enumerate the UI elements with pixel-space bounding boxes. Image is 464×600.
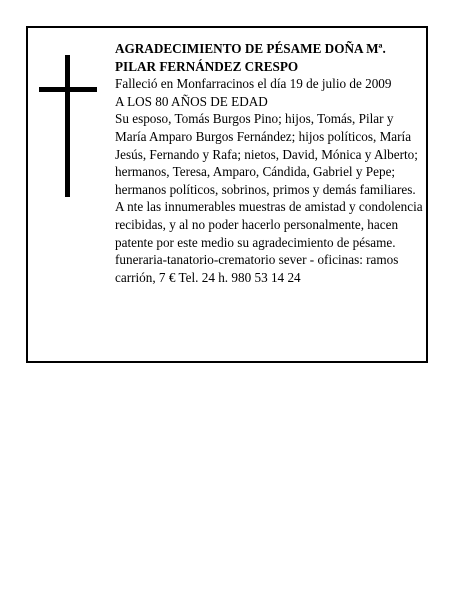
family-paragraph: Su esposo, Tomás Burgos Pino; hijos, Tomás, Pilar y María Amparo Burgos Fernández; hijos políticos, María Jesús, Fernando y Rafa; nietos, David, Mónica y Alberto; hermanos, Teresa, Amparo, Cándida, Gabriel y Pepe; hermanos políticos, sobrinos, primos y demás familiares. — [115, 111, 418, 197]
cross-vertical-bar — [65, 55, 70, 197]
age-line: A LOS 80 AÑOS DE EDAD — [115, 93, 268, 109]
funeral-home-line: funeraria-tanatorio-crematorio sever - oficinas: ramos carrión, 7 € Tel. 24 h. 980 53 14 24 — [115, 252, 399, 285]
obituary-notice — [26, 26, 428, 363]
thanks-paragraph: A nte las innumerables muestras de amistad y condolencia recibidas, y al no poder hacerlo personalmente, hacen patente por este medio su agradecimiento de pésame. — [115, 199, 423, 250]
cross-icon — [39, 55, 97, 197]
notice-text — [115, 40, 423, 286]
cross-horizontal-bar — [39, 87, 97, 92]
notice-title: AGRADECIMIENTO DE PÉSAME DOÑA Mª. PILAR FERNÁNDEZ CRESPO — [115, 41, 386, 74]
death-line: Falleció en Monfarracinos el día 19 de julio de 2009 — [115, 76, 392, 92]
